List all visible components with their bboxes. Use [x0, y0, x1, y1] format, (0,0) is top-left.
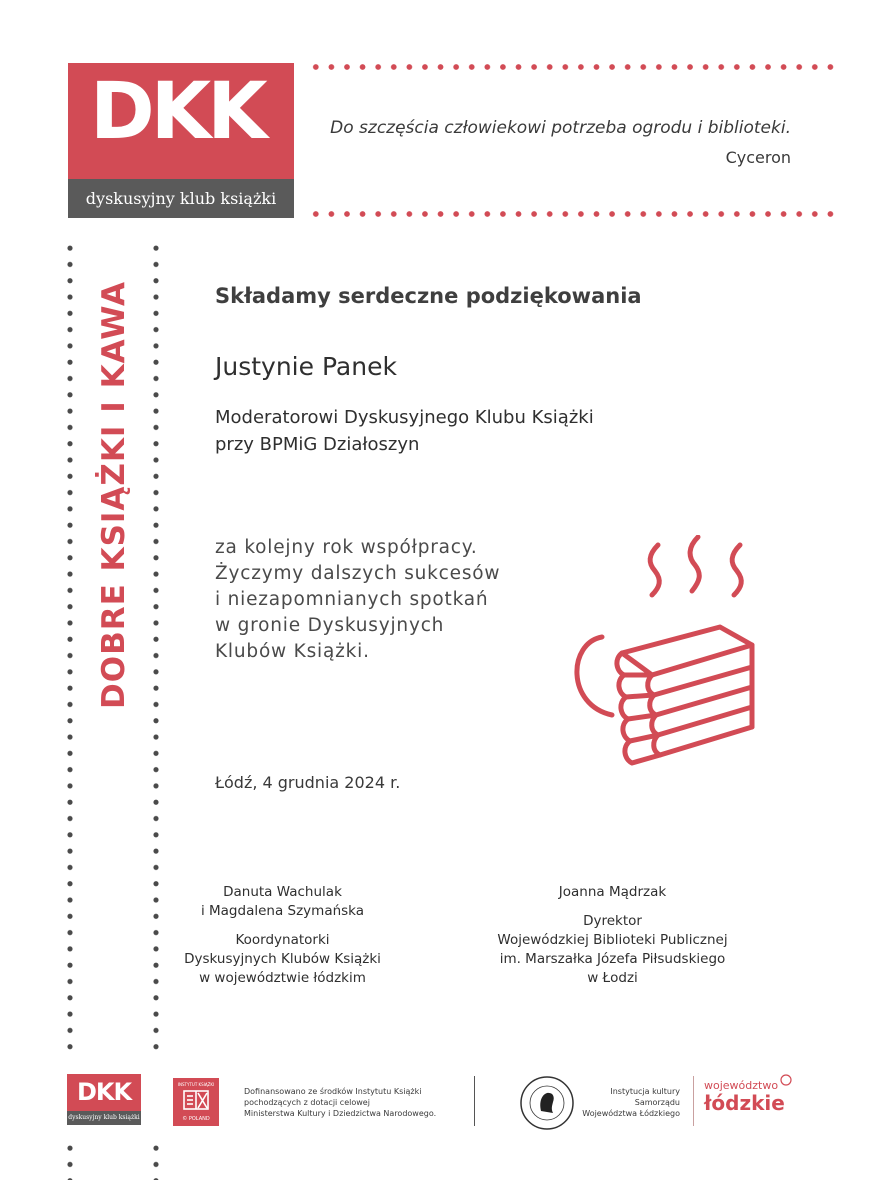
- dkk-logo-letters: DKK: [90, 67, 264, 157]
- footer-dkk-tagline: dyskusyjny klub książki: [67, 1111, 141, 1125]
- cup-handle-icon: [577, 637, 612, 715]
- signature-right-title3: im. Marszałka Józefa Piłsudskiego: [499, 951, 726, 967]
- book-top-icon: [622, 627, 752, 675]
- thanks-line5: Klubów Książki.: [215, 641, 370, 662]
- funding-text: [244, 1086, 436, 1119]
- signature-right-name: Joanna Mądrzak: [558, 884, 667, 900]
- signature-left-title3: w województwie łódzkim: [199, 970, 366, 986]
- institution-line2: Samorządu: [634, 1098, 680, 1107]
- steam-icon-2: [690, 537, 699, 591]
- footer-dkk-red: DKK: [67, 1074, 141, 1111]
- thanks-line4: w gronie Dyskusyjnych: [215, 615, 445, 636]
- thanks-line1: za kolejny rok współpracy.: [215, 537, 478, 558]
- upper-dotted-line: [308, 210, 840, 218]
- top-dotted-line: [308, 63, 840, 71]
- quote-text: Do szczęścia człowiekowi potrzeba ogrodu i biblioteki.: [330, 118, 791, 138]
- steam-icon-1: [650, 545, 659, 595]
- thanks-line3: i niezapomnianych spotkań: [215, 589, 489, 610]
- quote-author: Cyceron: [725, 148, 791, 167]
- footer-divider-2: [693, 1076, 694, 1126]
- left-dotted-line-outer: [66, 240, 74, 1060]
- funding-line1: Dofinansowano ze środków Instytutu Książki: [244, 1087, 422, 1096]
- institution-text: [578, 1086, 680, 1119]
- signature-right-title1: Dyrektor: [583, 913, 642, 929]
- side-title: [94, 245, 134, 745]
- signature-left: [170, 883, 395, 988]
- footer-dkk-logo: [67, 1074, 141, 1125]
- signature-left-name1: Danuta Wachulak: [223, 884, 342, 900]
- funding-line2: pochodzących z dotacji celowej: [244, 1098, 370, 1107]
- dkk-logo: [68, 63, 294, 218]
- steam-icon-3: [732, 545, 741, 595]
- signature-left-name2: i Magdalena Szymańska: [200, 903, 365, 919]
- instytut-ksiazki-logo: [173, 1078, 219, 1126]
- recipient-role-line2: przy BPMiG Działoszyn: [215, 434, 420, 455]
- book-cup-icon: [560, 535, 760, 780]
- recipient-role-line1: Moderatorowi Dyskusyjnego Klubu Książki: [215, 407, 594, 428]
- signature-left-title1: Koordynatorki: [235, 932, 330, 948]
- thanks-text: [215, 535, 500, 665]
- lodzkie-bottom: łódzkie: [704, 1091, 785, 1115]
- thanks-line2: Życzymy dalszych sukcesów: [215, 563, 501, 584]
- dkk-logo-red-block: [68, 63, 294, 179]
- dkk-logo-tagline: dyskusyjny klub książki: [68, 179, 294, 218]
- bottom-dots-outer: [66, 1140, 74, 1180]
- side-title-text: DOBRE KSIĄŻKI I KAWA: [96, 281, 132, 709]
- lodzkie-top: województwo: [704, 1079, 779, 1092]
- recipient-name: Justynie Panek: [215, 352, 397, 381]
- ik-book-icon: [183, 1090, 209, 1110]
- heading: Składamy serdeczne podziękowania: [215, 284, 642, 308]
- library-seal-icon: [519, 1075, 575, 1131]
- signature-left-title2: Dyskusyjnych Klubów Książki: [184, 951, 381, 967]
- funding-line3: Ministerstwa Kultury i Dziedzictwa Narodowego.: [244, 1109, 437, 1118]
- lodzkie-logo: [704, 1079, 785, 1114]
- bottom-dots-inner: [152, 1140, 160, 1180]
- signature-right-title4: w Łodzi: [587, 970, 638, 986]
- left-dotted-line-inner: [152, 240, 160, 1060]
- institution-line1: Instytucja kultury: [610, 1087, 680, 1096]
- signature-right: [480, 883, 745, 988]
- institution-line3: Województwa Łódzkiego: [582, 1109, 680, 1118]
- ik-top-text: INSTYTUT KSIĄŻKI: [177, 1082, 215, 1087]
- recipient-role: [215, 404, 594, 458]
- ik-bottom-text: © POLAND: [182, 1116, 210, 1122]
- signature-right-title2: Wojewódzkiej Biblioteki Publicznej: [497, 932, 728, 948]
- footer-divider-1: [474, 1076, 475, 1126]
- lodzkie-circle-icon: [780, 1074, 792, 1086]
- date: Łódź, 4 grudnia 2024 r.: [215, 773, 401, 792]
